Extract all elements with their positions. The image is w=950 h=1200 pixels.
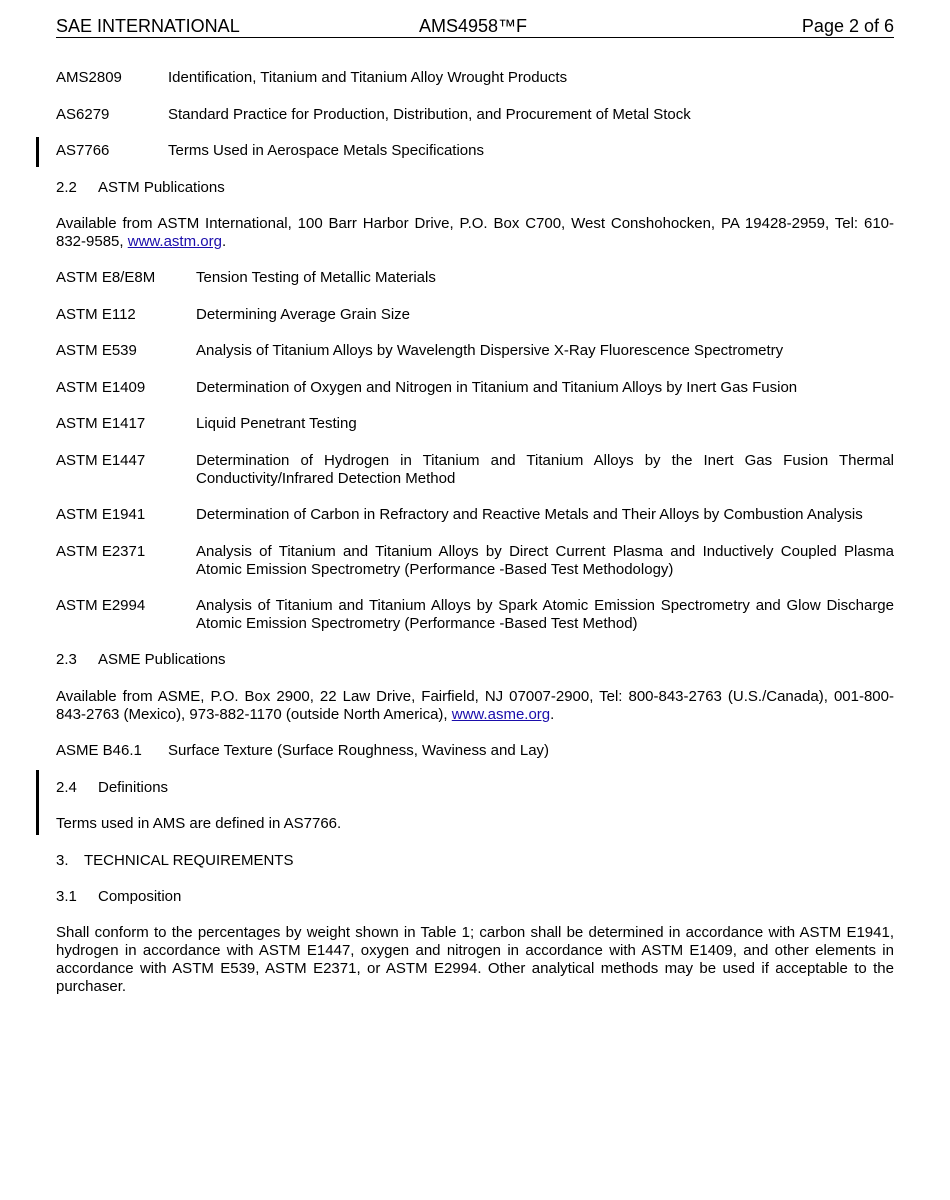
- reference-entry: [56, 69, 894, 87]
- section-number: 2.4: [56, 779, 77, 796]
- change-bar: [36, 137, 39, 167]
- document-id: AMS4958™F: [419, 16, 528, 36]
- reference-entry: [56, 379, 894, 397]
- reference-title: Determination of Carbon in Refractory and Reactive Metals and Their Alloys by Combustion Analysis: [196, 506, 863, 523]
- reference-entry: [56, 452, 894, 488]
- reference-title: Liquid Penetrant Testing: [196, 415, 357, 432]
- reference-entry: [56, 597, 894, 633]
- reference-code: ASME B46.1: [56, 742, 142, 759]
- section-heading-2-3: [56, 651, 894, 669]
- reference-code: ASTM E1417: [56, 415, 146, 432]
- reference-code: ASTM E2371: [56, 543, 146, 560]
- composition-paragraph: Shall conform to the percentages by weight shown in Table 1; carbon shall be determined in accordance with ASTM E1941, hydrogen in accordance with ASTM E1447, oxygen and nitrogen in accordance with ASTM E1409, and other elements in accordance with ASTM E539, ASTM E2371, or ASTM E2994. Other analytical methods may be used if acceptable to the purchaser.: [56, 924, 894, 995]
- reference-title: Surface Texture (Surface Roughness, Waviness and Lay): [168, 742, 550, 759]
- astm-availability-paragraph: Available from ASTM International, 100 Barr Harbor Drive, P.O. Box C700, West Conshohocken, PA 19428-2959, Tel: 610-832-9585, www.astm.org.: [56, 215, 894, 250]
- reference-title: Determining Average Grain Size: [196, 306, 410, 323]
- reference-code: ASTM E1447: [56, 452, 146, 469]
- reference-entry: [56, 415, 894, 433]
- reference-entry: [56, 106, 894, 124]
- reference-title: Identification, Titanium and Titanium Alloy Wrought Products: [168, 69, 568, 86]
- reference-entry: [56, 342, 894, 360]
- section-title: ASTM Publications: [98, 179, 225, 196]
- reference-title: Standard Practice for Production, Distribution, and Procurement of Metal Stock: [168, 106, 691, 123]
- reference-code: ASTM E1409: [56, 379, 146, 396]
- section-title: ASME Publications: [98, 651, 226, 668]
- reference-entry: [56, 269, 894, 287]
- reference-entry: [56, 306, 894, 324]
- section-number: 3.: [56, 852, 69, 869]
- reference-code: ASTM E2994: [56, 597, 146, 614]
- definitions-paragraph: Terms used in AMS are defined in AS7766.: [56, 815, 342, 832]
- reference-entry: [56, 142, 894, 160]
- change-bar: [36, 770, 39, 835]
- section-title: Definitions: [98, 779, 169, 796]
- page-header: [56, 15, 894, 38]
- section-number: 3.1: [56, 888, 77, 905]
- reference-code: ASTM E1941: [56, 506, 146, 523]
- astm-website-link[interactable]: www.astm.org: [127, 233, 222, 250]
- reference-code: AS6279: [56, 106, 110, 123]
- reference-title: Determination of Oxygen and Nitrogen in Titanium and Titanium Alloys by Inert Gas Fusion: [196, 379, 798, 396]
- reference-code: AS7766: [56, 142, 110, 159]
- reference-entry: [56, 742, 894, 760]
- section-title: Composition: [98, 888, 182, 905]
- reference-title: Analysis of Titanium and Titanium Alloys by Direct Current Plasma and Inductively Coupled Plasma Atomic Emission Spectrometry (Performance -Based Test Methodology): [196, 543, 894, 578]
- reference-title: Analysis of Titanium and Titanium Alloys by Spark Atomic Emission Spectrometry and Glow Discharge Atomic Emission Spectrometry (Performance -Based Test Method): [196, 597, 894, 632]
- section-heading-3: [56, 852, 894, 870]
- reference-entry: [56, 506, 894, 524]
- section-heading-2-4: [56, 779, 894, 797]
- reference-title: Determination of Hydrogen in Titanium and Titanium Alloys by the Inert Gas Fusion Thermal Conductivity/Infrared Detection Method: [196, 452, 894, 487]
- reference-title: Terms Used in Aerospace Metals Specifications: [168, 142, 484, 159]
- reference-code: ASTM E539: [56, 342, 137, 359]
- section-heading-3-1: [56, 888, 894, 906]
- section-number: 2.2: [56, 179, 77, 196]
- reference-code: AMS2809: [56, 69, 122, 86]
- page-number: Page 2 of 6: [801, 16, 894, 36]
- reference-title: Tension Testing of Metallic Materials: [196, 269, 436, 286]
- reference-title: Analysis of Titanium Alloys by Wavelength Dispersive X-Ray Fluorescence Spectrometry: [196, 342, 784, 359]
- reference-entry: [56, 543, 894, 579]
- section-number: 2.3: [56, 651, 77, 668]
- asme-availability-paragraph: Available from ASME, P.O. Box 2900, 22 Law Drive, Fairfield, NJ 07007-2900, Tel: 800-843-2763 (U.S./Canada), 001-800-843-2763 (Mexico), 973-882-1170 (outside North America), www.asme.org.: [56, 688, 894, 723]
- section-heading-2-2: [56, 179, 894, 197]
- asme-website-link[interactable]: www.asme.org: [451, 706, 551, 723]
- reference-code: ASTM E112: [56, 306, 136, 323]
- section-title: TECHNICAL REQUIREMENTS: [84, 852, 294, 869]
- publisher-name: SAE INTERNATIONAL: [56, 16, 240, 36]
- reference-code: ASTM E8/E8M: [56, 269, 156, 286]
